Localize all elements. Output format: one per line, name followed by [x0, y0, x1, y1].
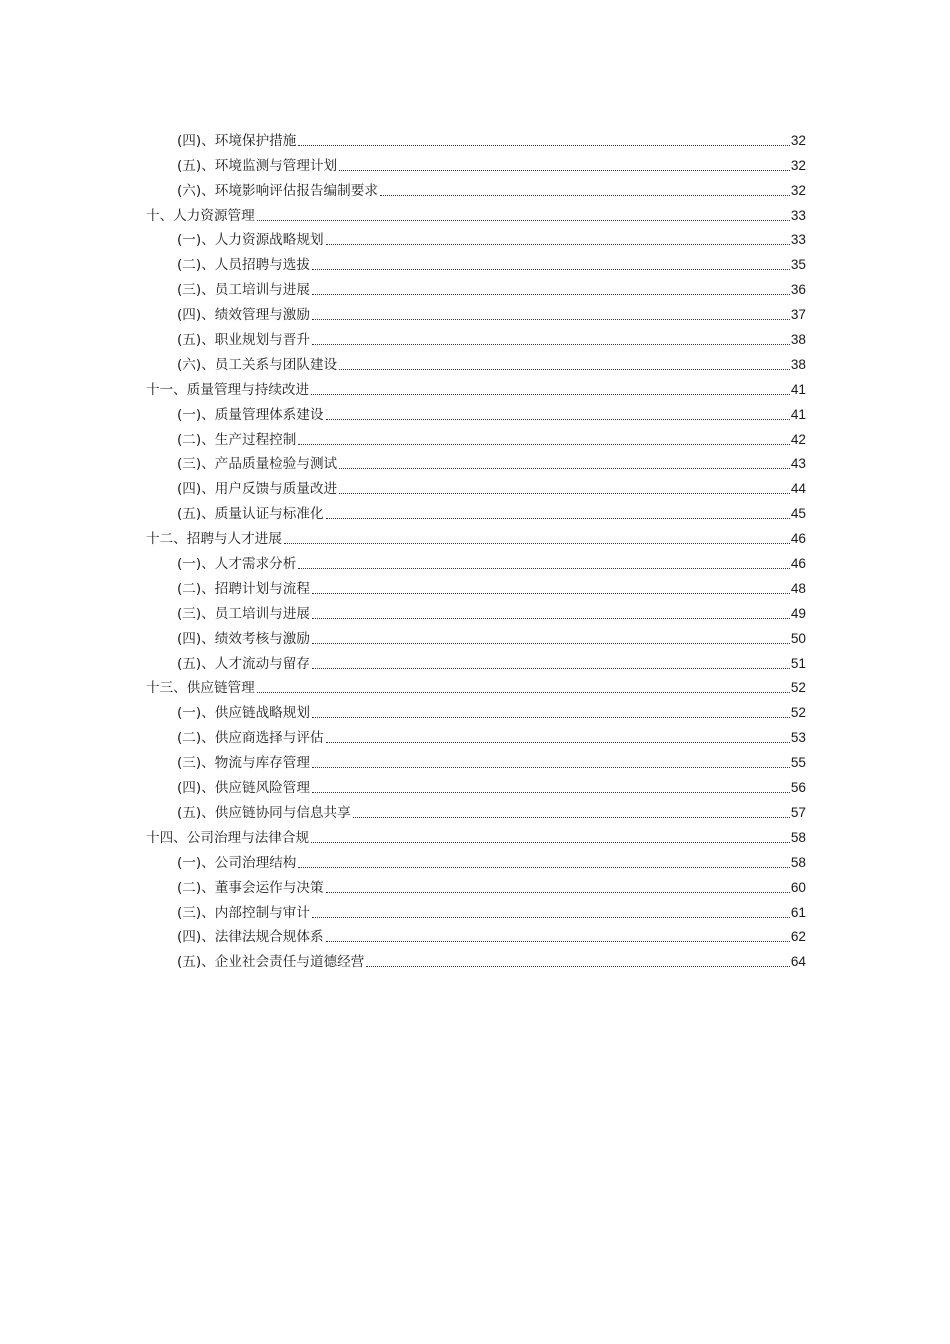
toc-section-entry[interactable]	[146, 872, 806, 897]
toc-section-entry[interactable]	[146, 747, 806, 772]
toc-page-number: 38	[790, 356, 806, 372]
toc-entry-title: (三)、物流与库存管理	[177, 755, 310, 772]
toc-entry-title: (五)、人才流动与留存	[177, 655, 310, 672]
toc-dot-leader	[312, 904, 790, 922]
toc-entry-title: (五)、质量认证与标准化	[177, 506, 324, 523]
toc-page-number: 64	[790, 954, 806, 970]
toc-section-entry[interactable]	[146, 150, 806, 175]
toc-chapter-entry[interactable]	[146, 374, 806, 399]
toc-page-number: 55	[790, 755, 806, 771]
toc-entry-title: (五)、环境监测与管理计划	[177, 157, 338, 174]
toc-page-number: 33	[790, 232, 806, 248]
toc-section-entry[interactable]	[146, 548, 806, 573]
toc-entry-title: 十、人力资源管理	[146, 207, 255, 224]
toc-section-entry[interactable]	[146, 225, 806, 250]
toc-dot-leader	[257, 679, 790, 697]
toc-entry-title: (一)、质量管理体系建设	[177, 406, 324, 423]
toc-dot-leader	[312, 331, 790, 349]
toc-section-entry[interactable]	[146, 946, 806, 971]
toc-dot-leader	[312, 281, 790, 299]
toc-page-number: 58	[790, 854, 806, 870]
toc-page-number: 56	[790, 780, 806, 796]
toc-section-entry[interactable]	[146, 722, 806, 747]
toc-dot-leader	[326, 729, 790, 747]
toc-section-entry[interactable]	[146, 175, 806, 200]
toc-entry-title: (二)、生产过程控制	[177, 431, 297, 448]
toc-dot-leader	[312, 754, 790, 772]
toc-entry-title: 十二、招聘与人才进展	[146, 531, 282, 548]
toc-entry-title: (二)、招聘计划与流程	[177, 580, 310, 597]
toc-dot-leader	[312, 605, 790, 623]
toc-dot-leader	[312, 256, 790, 274]
toc-section-entry[interactable]	[146, 399, 806, 424]
toc-page-number: 37	[790, 307, 806, 323]
toc-entry-title: (五)、职业规划与晋升	[177, 332, 310, 349]
toc-dot-leader	[312, 704, 790, 722]
toc-dot-leader	[353, 804, 790, 822]
toc-dot-leader	[312, 655, 790, 673]
toc-page-number: 41	[790, 381, 806, 397]
toc-entry-title: (六)、员工关系与团队建设	[177, 356, 338, 373]
toc-dot-leader	[298, 431, 790, 449]
toc-page-number: 62	[790, 929, 806, 945]
toc-page-number: 46	[790, 531, 806, 547]
toc-section-entry[interactable]	[146, 847, 806, 872]
toc-entry-title: (四)、用户反馈与质量改进	[177, 481, 338, 498]
toc-page-number: 36	[790, 282, 806, 298]
toc-entry-title: (二)、董事会运作与决策	[177, 879, 324, 896]
toc-dot-leader	[339, 455, 790, 473]
toc-page-number: 32	[790, 132, 806, 148]
toc-page-number: 52	[790, 705, 806, 721]
toc-entry-title: (一)、人才需求分析	[177, 556, 297, 573]
toc-page-number: 44	[790, 481, 806, 497]
toc-dot-leader	[312, 630, 790, 648]
toc-section-entry[interactable]	[146, 648, 806, 673]
toc-dot-leader	[339, 480, 790, 498]
toc-entry-title: (四)、法律法规合规体系	[177, 929, 324, 946]
toc-page-number: 45	[790, 506, 806, 522]
toc-dot-leader	[284, 530, 790, 548]
toc-page-number: 32	[790, 157, 806, 173]
toc-section-entry[interactable]	[146, 125, 806, 150]
toc-section-entry[interactable]	[146, 922, 806, 947]
toc-page-number: 51	[790, 655, 806, 671]
toc-page-number: 33	[790, 207, 806, 223]
toc-page-number: 60	[790, 879, 806, 895]
toc-section-entry[interactable]	[146, 249, 806, 274]
toc-page-number: 50	[790, 630, 806, 646]
toc-entry-title: (一)、供应链战略规划	[177, 705, 310, 722]
toc-dot-leader	[339, 157, 790, 175]
toc-dot-leader	[326, 928, 790, 946]
toc-page-number: 49	[790, 605, 806, 621]
toc-entry-title: 十三、供应链管理	[146, 680, 255, 697]
toc-page-number: 42	[790, 431, 806, 447]
toc-dot-leader	[311, 381, 790, 399]
toc-dot-leader	[298, 555, 790, 573]
toc-section-entry[interactable]	[146, 324, 806, 349]
toc-dot-leader	[312, 580, 790, 598]
toc-page-number: 48	[790, 580, 806, 596]
toc-entry-title: (四)、供应链风险管理	[177, 780, 310, 797]
toc-section-entry[interactable]	[146, 424, 806, 449]
toc-dot-leader	[312, 306, 790, 324]
toc-page-number: 32	[790, 182, 806, 198]
toc-entry-title: (二)、人员招聘与选拔	[177, 257, 310, 274]
toc-page-number: 58	[790, 829, 806, 845]
toc-chapter-entry[interactable]	[146, 673, 806, 698]
toc-section-entry[interactable]	[146, 573, 806, 598]
toc-chapter-entry[interactable]	[146, 822, 806, 847]
toc-dot-leader	[339, 356, 790, 374]
toc-entry-title: (一)、人力资源战略规划	[177, 232, 324, 249]
toc-page-number: 57	[790, 804, 806, 820]
toc-dot-leader	[312, 779, 790, 797]
toc-section-entry[interactable]	[146, 623, 806, 648]
toc-page-number: 43	[790, 456, 806, 472]
toc-entry-title: (五)、企业社会责任与道德经营	[177, 954, 365, 971]
toc-dot-leader	[326, 406, 790, 424]
toc-entry-title: (四)、绩效考核与激励	[177, 630, 310, 647]
toc-chapter-entry[interactable]	[146, 523, 806, 548]
toc-page-number: 41	[790, 406, 806, 422]
toc-entry-title: (一)、公司治理结构	[177, 854, 297, 871]
toc-section-entry[interactable]	[146, 349, 806, 374]
toc-dot-leader	[326, 231, 790, 249]
toc-entry-title: (三)、员工培训与进展	[177, 282, 310, 299]
toc-dot-leader	[326, 879, 790, 897]
toc-entry-title: (三)、员工培训与进展	[177, 605, 310, 622]
toc-page-number: 38	[790, 332, 806, 348]
toc-entry-title: (三)、产品质量检验与测试	[177, 456, 338, 473]
toc-page-number: 61	[790, 904, 806, 920]
toc-section-entry[interactable]	[146, 598, 806, 623]
toc-entry-title: (四)、环境保护措施	[177, 132, 297, 149]
toc-section-entry[interactable]	[146, 449, 806, 474]
toc-dot-leader	[366, 953, 790, 971]
toc-dot-leader	[326, 505, 790, 523]
toc-dot-leader	[380, 182, 790, 200]
toc-entry-title: (四)、绩效管理与激励	[177, 307, 310, 324]
toc-section-entry[interactable]	[146, 299, 806, 324]
toc-entry-title: 十四、公司治理与法律合规	[146, 829, 310, 846]
toc-dot-leader	[257, 207, 790, 225]
toc-section-entry[interactable]	[146, 274, 806, 299]
toc-section-entry[interactable]	[146, 498, 806, 523]
toc-page-number: 52	[790, 680, 806, 696]
toc-page-number: 53	[790, 730, 806, 746]
toc-section-entry[interactable]	[146, 772, 806, 797]
toc-section-entry[interactable]	[146, 897, 806, 922]
toc-dot-leader	[298, 132, 790, 150]
toc-dot-leader	[298, 854, 790, 872]
table-of-contents	[146, 125, 806, 971]
toc-section-entry[interactable]	[146, 797, 806, 822]
toc-chapter-entry[interactable]	[146, 200, 806, 225]
toc-section-entry[interactable]	[146, 473, 806, 498]
toc-page-number: 35	[790, 257, 806, 273]
toc-entry-title: (六)、环境影响评估报告编制要求	[177, 182, 378, 199]
toc-entry-title: (三)、内部控制与审计	[177, 904, 310, 921]
toc-section-entry[interactable]	[146, 697, 806, 722]
toc-dot-leader	[311, 829, 790, 847]
toc-entry-title: (二)、供应商选择与评估	[177, 730, 324, 747]
toc-entry-title: 十一、质量管理与持续改进	[146, 381, 310, 398]
toc-entry-title: (五)、供应链协同与信息共享	[177, 804, 351, 821]
toc-page-number: 46	[790, 556, 806, 572]
